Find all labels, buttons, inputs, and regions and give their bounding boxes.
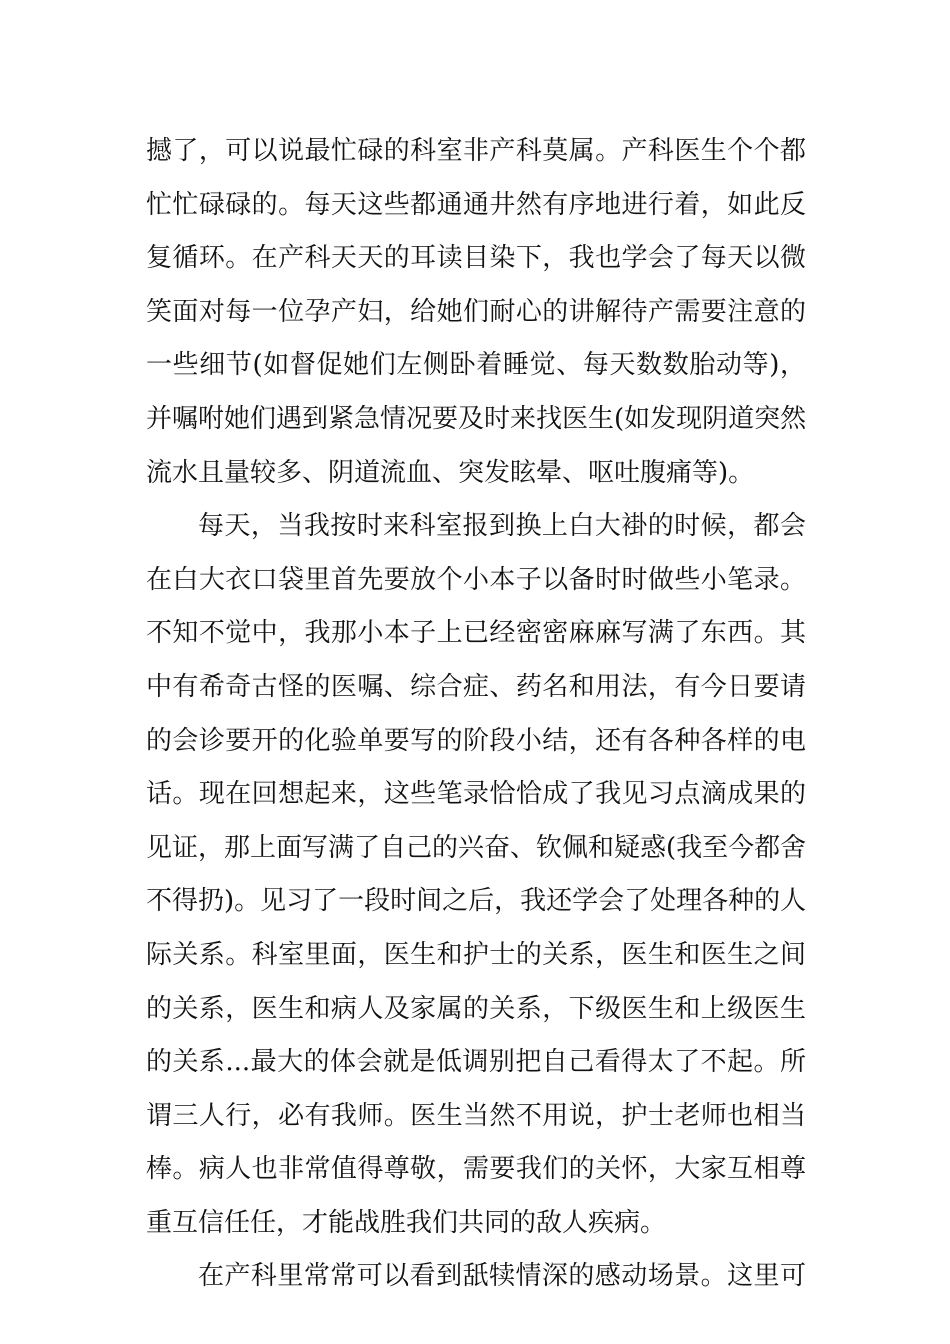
text-line: 重互信任任，才能战胜我们共同的敌人疾病。 (146, 1207, 667, 1238)
text-line: 话。现在回想起来，这些笔录恰恰成了我见习点滴成果的 (146, 779, 806, 810)
text-line: 在白大衣口袋里首先要放个小本子以备时时做些小笔录。 (146, 564, 806, 595)
text-line: 的关系...最大的体会就是低调别把自己看得太了不起。所 (146, 1047, 806, 1078)
body-text (146, 125, 806, 1304)
text-line: 谓三人行，必有我师。医生当然不用说，护士老师也相当 (146, 1100, 806, 1131)
text-line: 撼了，可以说最忙碌的科室非产科莫属。产科医生个个都 (146, 136, 806, 166)
text-line: 棒。病人也非常值得尊敬，需要我们的关怀，大家互相尊 (146, 1154, 806, 1185)
text-line: 一些细节(如督促她们左侧卧着睡觉、每天数数胎动等)， (146, 350, 806, 381)
text-line: 忙忙碌碌的。每天这些都通通井然有序地进行着，如此反 (146, 189, 806, 220)
text-line: 流水且量较多、阴道流血、突发眩晕、呕吐腹痛等)。 (146, 457, 755, 488)
text-line: 不得扔)。见习了一段时间之后，我还学会了处理各种的人 (146, 886, 807, 917)
text-line: 中有希奇古怪的医嘱、综合症、药名和用法，有今日要请 (146, 671, 806, 702)
text-line: 复循环。在产科天天的耳读目染下，我也学会了每天以微 (146, 243, 806, 274)
text-line: 笑面对每一位孕产妇，给她们耐心的讲解待产需要注意的 (146, 296, 806, 327)
paragraph-start-line: 在产科里常常可以看到舐犊情深的感动场景。这里可 (198, 1261, 806, 1292)
text-line: 并嘱咐她们遇到紧急情况要及时来找医生(如发现阴道突然 (146, 403, 807, 434)
text-line: 不知不觉中，我那小本子上已经密密麻麻写满了东西。其 (146, 618, 806, 649)
paragraph-start-line: 每天，当我按时来科室报到换上白大褂的时候，都会 (198, 511, 806, 542)
text-line: 际关系。科室里面，医生和护士的关系，医生和医生之间 (146, 939, 806, 970)
text-line: 的会诊要开的化验单要写的阶段小结，还有各种各样的电 (146, 725, 806, 756)
text-line: 的关系，医生和病人及家属的关系，下级医生和上级医生 (146, 993, 806, 1024)
text-line: 见证，那上面写满了自己的兴奋、钦佩和疑惑(我至今都舍 (146, 832, 807, 863)
